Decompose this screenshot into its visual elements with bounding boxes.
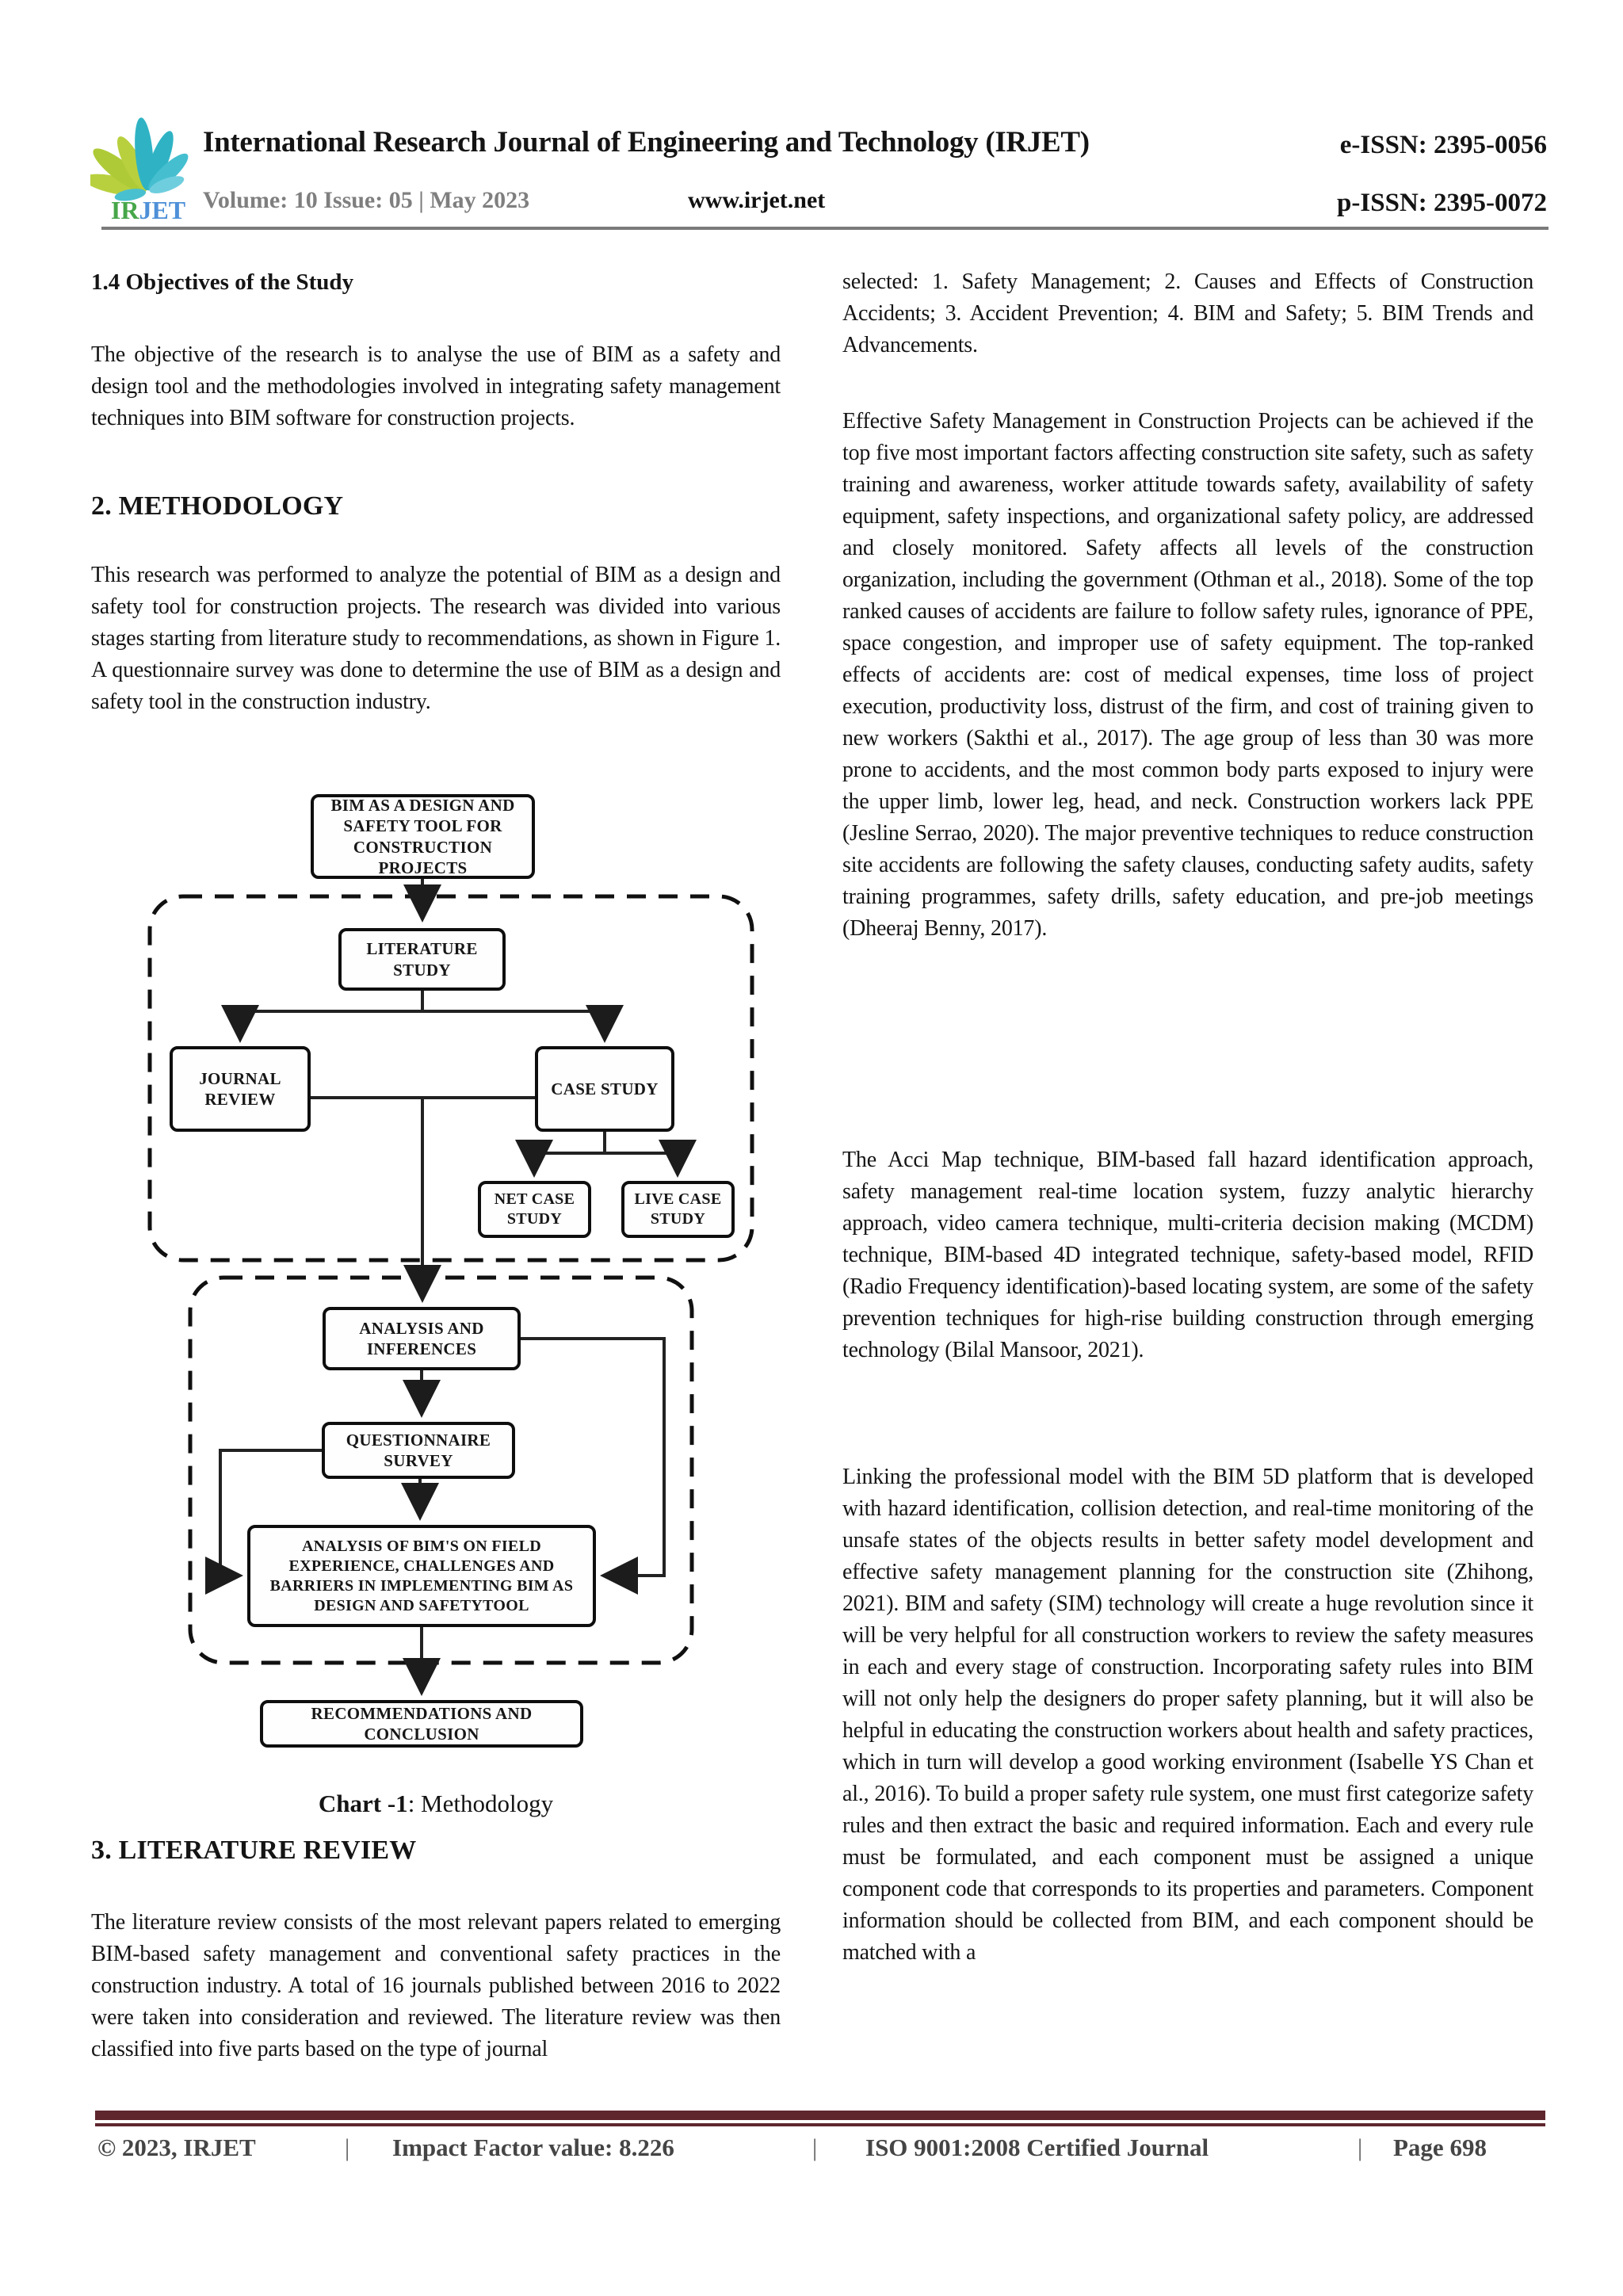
flowchart-node-live-case-study: LIVE CASE STUDY (621, 1181, 735, 1238)
journal-website: www.irjet.net (688, 187, 826, 213)
header-divider (101, 227, 1549, 230)
chart-caption-text: : Methodology (407, 1790, 554, 1817)
footer-copyright: © 2023, IRJET (97, 2134, 256, 2161)
footer-rule-thin (95, 2123, 1545, 2126)
footer-separator: | (1358, 2134, 1363, 2161)
paragraph-journal-categories: selected: 1. Safety Management; 2. Causes and Effects of Construction Accidents; 3. Accident Prevention; 4. BIM and Safety; 5. BIM Trends and Advancements. (842, 269, 1533, 357)
flowchart-node-analysis-inferences: ANALYSIS AND INFERENCES (323, 1307, 521, 1370)
leaf-icon (90, 117, 193, 203)
paragraph-prevention-techniques: The Acci Map technique, BIM-based fall hazard identification approach, safety management real-time location system, fuzzy analytic hierarchy approach, video camera technique, multi-criteria decision making (MCDM) technique, BIM-based 4D integrated technique, safety-based model, RFID (Radio Frequency identification)-based locating system, are some of the safety prevention techniques for high-rise building construction through emerging technology (Bilal Mansoor, 2021). (842, 1148, 1533, 1362)
flowchart-node-bim-field-analysis: ANALYSIS OF BIM'S ON FIELD EXPERIENCE, CHALLENGES AND BARRIERS IN IMPLEMENTING BIM AS DESIGN AND SAFETYTOOL (247, 1525, 596, 1627)
methodology-flowchart (91, 793, 781, 1755)
footer-separator: | (812, 2134, 818, 2161)
heading-methodology: 2. METHODOLOGY (91, 491, 344, 521)
heading-objectives: 1.4 Objectives of the Study (91, 269, 354, 295)
footer-page-number: Page 698 (1393, 2134, 1487, 2161)
flowchart-node-net-case-study: NET CASE STUDY (478, 1181, 591, 1238)
chart-caption (91, 1790, 781, 1818)
irjet-logo (90, 117, 206, 225)
paragraph-methodology: This research was performed to analyze the potential of BIM as a design and safety tool for construction projects. The research was divided into various stages starting from literature study to recommendations, as shown in Figure 1. A questionnaire survey was done to determine the use of BIM as a design and safety tool in the construction industry. (91, 563, 781, 714)
chart-caption-label: Chart -1 (318, 1790, 408, 1817)
flowchart-node-bim-tool: BIM AS A DESIGN AND SAFETY TOOL FOR CONSTRUCTION PROJECTS (311, 794, 535, 879)
heading-literature-review: 3. LITERATURE REVIEW (91, 1836, 417, 1865)
logo-wordmark: IRJET (110, 196, 186, 224)
flowchart-node-journal-review: JOURNAL REVIEW (170, 1046, 311, 1132)
flowchart-node-questionnaire-survey: QUESTIONNAIRE SURVEY (322, 1422, 515, 1479)
e-issn: e-ISSN: 2395-0056 (1339, 131, 1547, 159)
flowchart-node-case-study: CASE STUDY (535, 1046, 674, 1132)
footer-iso-certification: ISO 9001:2008 Certified Journal (865, 2134, 1209, 2161)
p-issn: p-ISSN: 2395-0072 (1337, 189, 1547, 217)
footer-impact-factor: Impact Factor value: 8.226 (392, 2134, 674, 2161)
flowchart-node-literature-study: LITERATURE STUDY (338, 928, 506, 991)
paragraph-objectives: The objective of the research is to analyse the use of BIM as a safety and design tool and the methodologies involved in integrating safety management techniques into BIM software for construction projects. (91, 342, 781, 430)
journal-title: International Research Journal of Engineering and Technology (IRJET) (203, 126, 1090, 159)
paragraph-bim-5d-platform: Linking the professional model with the BIM 5D platform that is developed with hazard identification, collision detection, and real-time monitoring of the unsafe states of the objects results in better safety model development and effective safety management planning for the construction site (Zhihong, 2021). BIM and safety (SIM) technology will create a huge revolution since it will be very helpful for all construction workers to review the safety measures in each and every stage of construction. Incorporating safety rules into BIM will not only help the designers do proper safety planning, but it will also be helpful in educating the construction workers about health and safety practices, which in turn will develop a good working environment (Isabelle YS Chan et al., 2016). To build a proper safety rule system, one must first categorize safety rules and then extract the basic and required information. Each and every rule must be formulated, and each component must be assigned a unique component code that corresponds to its properties and parameters. Component information should be collected from BIM, and each component should be matched with a (842, 1465, 1533, 1965)
footer-rule-thick (95, 2111, 1545, 2120)
volume-issue: Volume: 10 Issue: 05 | May 2023 (203, 187, 530, 213)
paragraph-literature-review: The literature review consists of the most relevant papers related to emerging BIM-based safety management and conventional safety practices in the construction industry. A total of 16 journals published between 2016 to 2022 were taken into consideration and reviewed. The literature review was then classified into five parts based on the type of journal (91, 1910, 781, 2061)
footer-separator: | (345, 2134, 350, 2161)
paragraph-safety-management: Effective Safety Management in Construction Projects can be achieved if the top five most important factors affecting construction site safety, such as safety training and awareness, worker attitude towards safety, availability of safety equipment, safety inspections, and organizational safety policy, are addressed and closely monitored. Safety affects all levels of the construction organization, including the government (Othman et al., 2018). Some of the top ranked causes of accidents are failure to follow safety rules, ignorance of PPE, space congestion, and improper use of safety equipment. The top-ranked effects of accidents are: cost of medical expenses, time loss of project execution, productivity loss, distrust of the firm, and cost of training given to new workers (Sakthi et al., 2017). The age group of less than 30 was more prone to accidents, and the most common body parts exposed to injury were the upper limb, lower leg, head, and neck. Construction workers lack PPE (Jesline Serrao, 2020). The major preventive techniques to reduce construction site accidents are following the safety clauses, conducting safety audits, safety training programmes, safety drills, safety education, and pre-job meetings (Dheeraj Benny, 2017). (842, 409, 1533, 941)
flowchart-node-recommendations: RECOMMENDATIONS AND CONCLUSION (260, 1700, 583, 1748)
